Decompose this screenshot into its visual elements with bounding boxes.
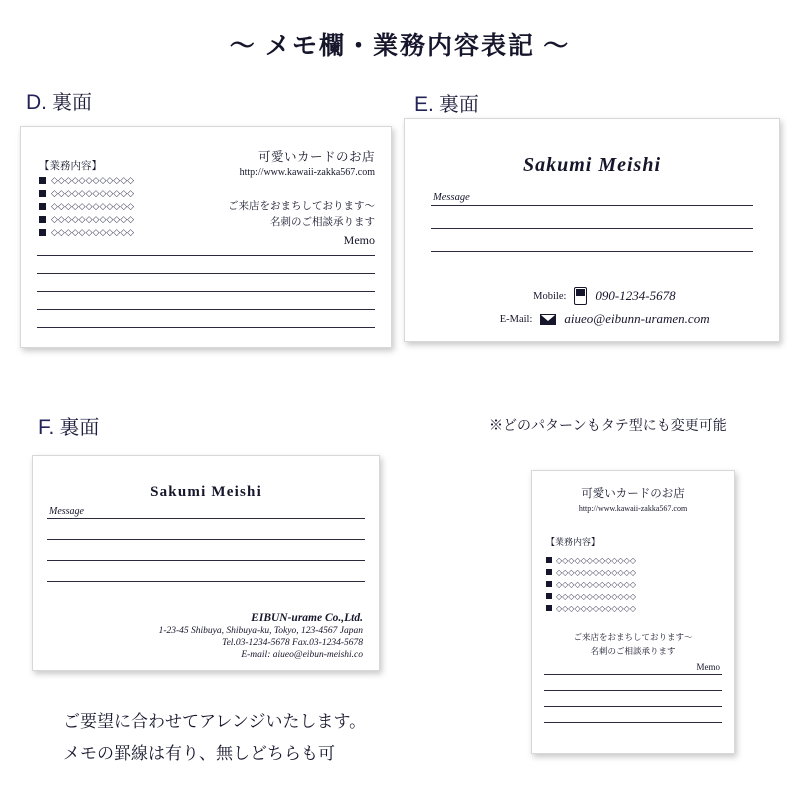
card-e-mobile-value: 090-1234-5678 [595,288,676,303]
card-v-shop-block [532,485,734,513]
card-f-company: EIBUN-urame Co.,Ltd. [251,612,363,624]
business-card-d [20,126,392,348]
card-d-gyomu-title: 【業務内容】 [39,161,102,172]
card-v-diamonds: ◇◇◇◇◇◇◇◇◇◇◇◇◇ [556,591,636,601]
envelope-icon [540,314,556,325]
memo-rule-line [37,291,375,292]
card-e-memo-lines [431,205,753,274]
bottom-note-line2: メモの罫線は有り、無しどちらも可 [63,744,335,763]
card-e-email-value: aiueo@eibunn-uramen.com [564,311,710,326]
card-d-diamonds: ◇◇◇◇◇◇◇◇◇◇◇◇ [51,227,135,238]
memo-rule-line [544,722,722,723]
square-bullet-icon [546,557,552,563]
list-item [546,578,734,590]
memo-rule-line [431,228,753,229]
square-bullet-icon [39,216,46,223]
card-e-mobile-label: Mobile: [533,290,567,302]
card-d-message-line2: 名刺のご相談承ります [270,217,375,228]
card-f-title: Sakumi Meishi [150,484,262,500]
memo-rule-line [47,518,365,519]
card-v-memo-label: Memo [696,662,720,672]
card-f-message-label: Message [49,506,84,517]
square-bullet-icon [546,581,552,587]
card-f-telfax: Tel.03-1234-5678 Fax.03-1234-5678 [222,638,363,648]
list-item [546,590,734,602]
memo-rule-line [544,690,722,691]
business-card-e [404,118,780,342]
memo-rule-line [431,205,753,206]
section-label-f [38,411,99,440]
list-item [39,200,134,213]
list-item [546,554,734,566]
square-bullet-icon [39,229,46,236]
memo-rule-line [47,539,365,540]
card-v-diamonds: ◇◇◇◇◇◇◇◇◇◇◇◇◇ [556,603,636,613]
card-v-message [532,630,734,658]
section-label-d-text: 裏面 [52,92,92,114]
card-e-message-label: Message [433,192,470,203]
card-f-memo-lines [47,518,365,602]
section-label-d [26,86,92,115]
square-bullet-icon [39,203,46,210]
card-e-email-label: E-Mail: [499,313,533,325]
square-bullet-icon [546,593,552,599]
list-item [39,174,134,187]
memo-rule-line [431,251,753,252]
vertical-variant-note: ※どのパターンもタテ型にも変更可能 [489,419,727,434]
list-item [546,602,734,614]
card-d-diamonds: ◇◇◇◇◇◇◇◇◇◇◇◇ [51,214,135,225]
section-label-e [414,88,479,117]
memo-rule-line [37,309,375,310]
card-v-message-line2: 名刺のご相談承ります [590,646,676,656]
memo-rule-line [47,581,365,582]
card-v-shop-url: http://www.kawaii-zakka567.com [578,504,688,513]
card-e-mobile-row [405,287,779,305]
card-e-title: Sakumi Meishi [522,154,662,176]
square-bullet-icon [39,177,46,184]
business-card-f [32,455,380,671]
memo-rule-line [544,706,722,707]
bottom-notes [63,706,366,770]
memo-rule-line [37,255,375,256]
square-bullet-icon [546,569,552,575]
card-v-memo-lines [544,674,722,723]
card-d-shop-block [240,147,375,178]
card-v-service-list [546,554,734,614]
section-label-e-text: 裏面 [438,94,479,116]
card-d-service-list [39,174,134,239]
card-d-message-line1: ご来店をおまちしております〜 [228,201,375,212]
card-d-shop-name: 可愛いカードのお店 [257,150,375,164]
card-e-email-row [405,311,779,327]
memo-rule-line [47,560,365,561]
card-d-diamonds: ◇◇◇◇◇◇◇◇◇◇◇◇ [51,175,135,186]
card-v-message-line1: ご来店をおまちしております〜 [573,632,693,642]
mobile-phone-icon [574,287,587,305]
card-f-email: E-mail: aiueo@eibun-meishi.co [241,650,363,660]
card-d-diamonds: ◇◇◇◇◇◇◇◇◇◇◇◇ [51,201,135,212]
card-v-diamonds: ◇◇◇◇◇◇◇◇◇◇◇◇◇ [556,567,636,577]
card-e-contact-block [405,287,779,333]
list-item [39,213,134,226]
section-letter-d: D. [26,91,47,114]
card-v-gyomu-title: 【業務内容】 [546,537,601,547]
card-v-diamonds: ◇◇◇◇◇◇◇◇◇◇◇◇◇ [556,579,636,589]
section-letter-e: E. [414,93,434,116]
section-label-f-text: 裏面 [59,417,100,439]
card-d-diamonds: ◇◇◇◇◇◇◇◇◇◇◇◇ [51,188,135,199]
card-v-shop-name: 可愛いカードのお店 [581,488,685,500]
card-v-diamonds: ◇◇◇◇◇◇◇◇◇◇◇◇◇ [556,555,636,565]
section-letter-f: F. [38,416,55,439]
card-d-message [228,199,375,231]
list-item [546,566,734,578]
card-d-memo-label: Memo [343,233,375,247]
page-title: 〜 メモ欄・業務内容表記 〜 [229,33,571,60]
card-f-address-block [159,612,363,660]
square-bullet-icon [546,605,552,611]
card-d-shop-url: http://www.kawaii-zakka567.com [239,167,375,178]
card-f-address: 1-23-45 Shibuya, Shibuya-ku, Tokyo, 123-4567 Japan [158,626,363,636]
list-item [39,226,134,239]
memo-rule-line [37,273,375,274]
list-item [39,187,134,200]
bottom-note-line1: ご要望に合わせてアレンジいたします。 [63,712,367,731]
memo-rule-line [544,674,722,675]
card-d-memo-lines [37,255,375,345]
square-bullet-icon [39,190,46,197]
memo-rule-line [37,327,375,328]
business-card-vertical [531,470,735,754]
